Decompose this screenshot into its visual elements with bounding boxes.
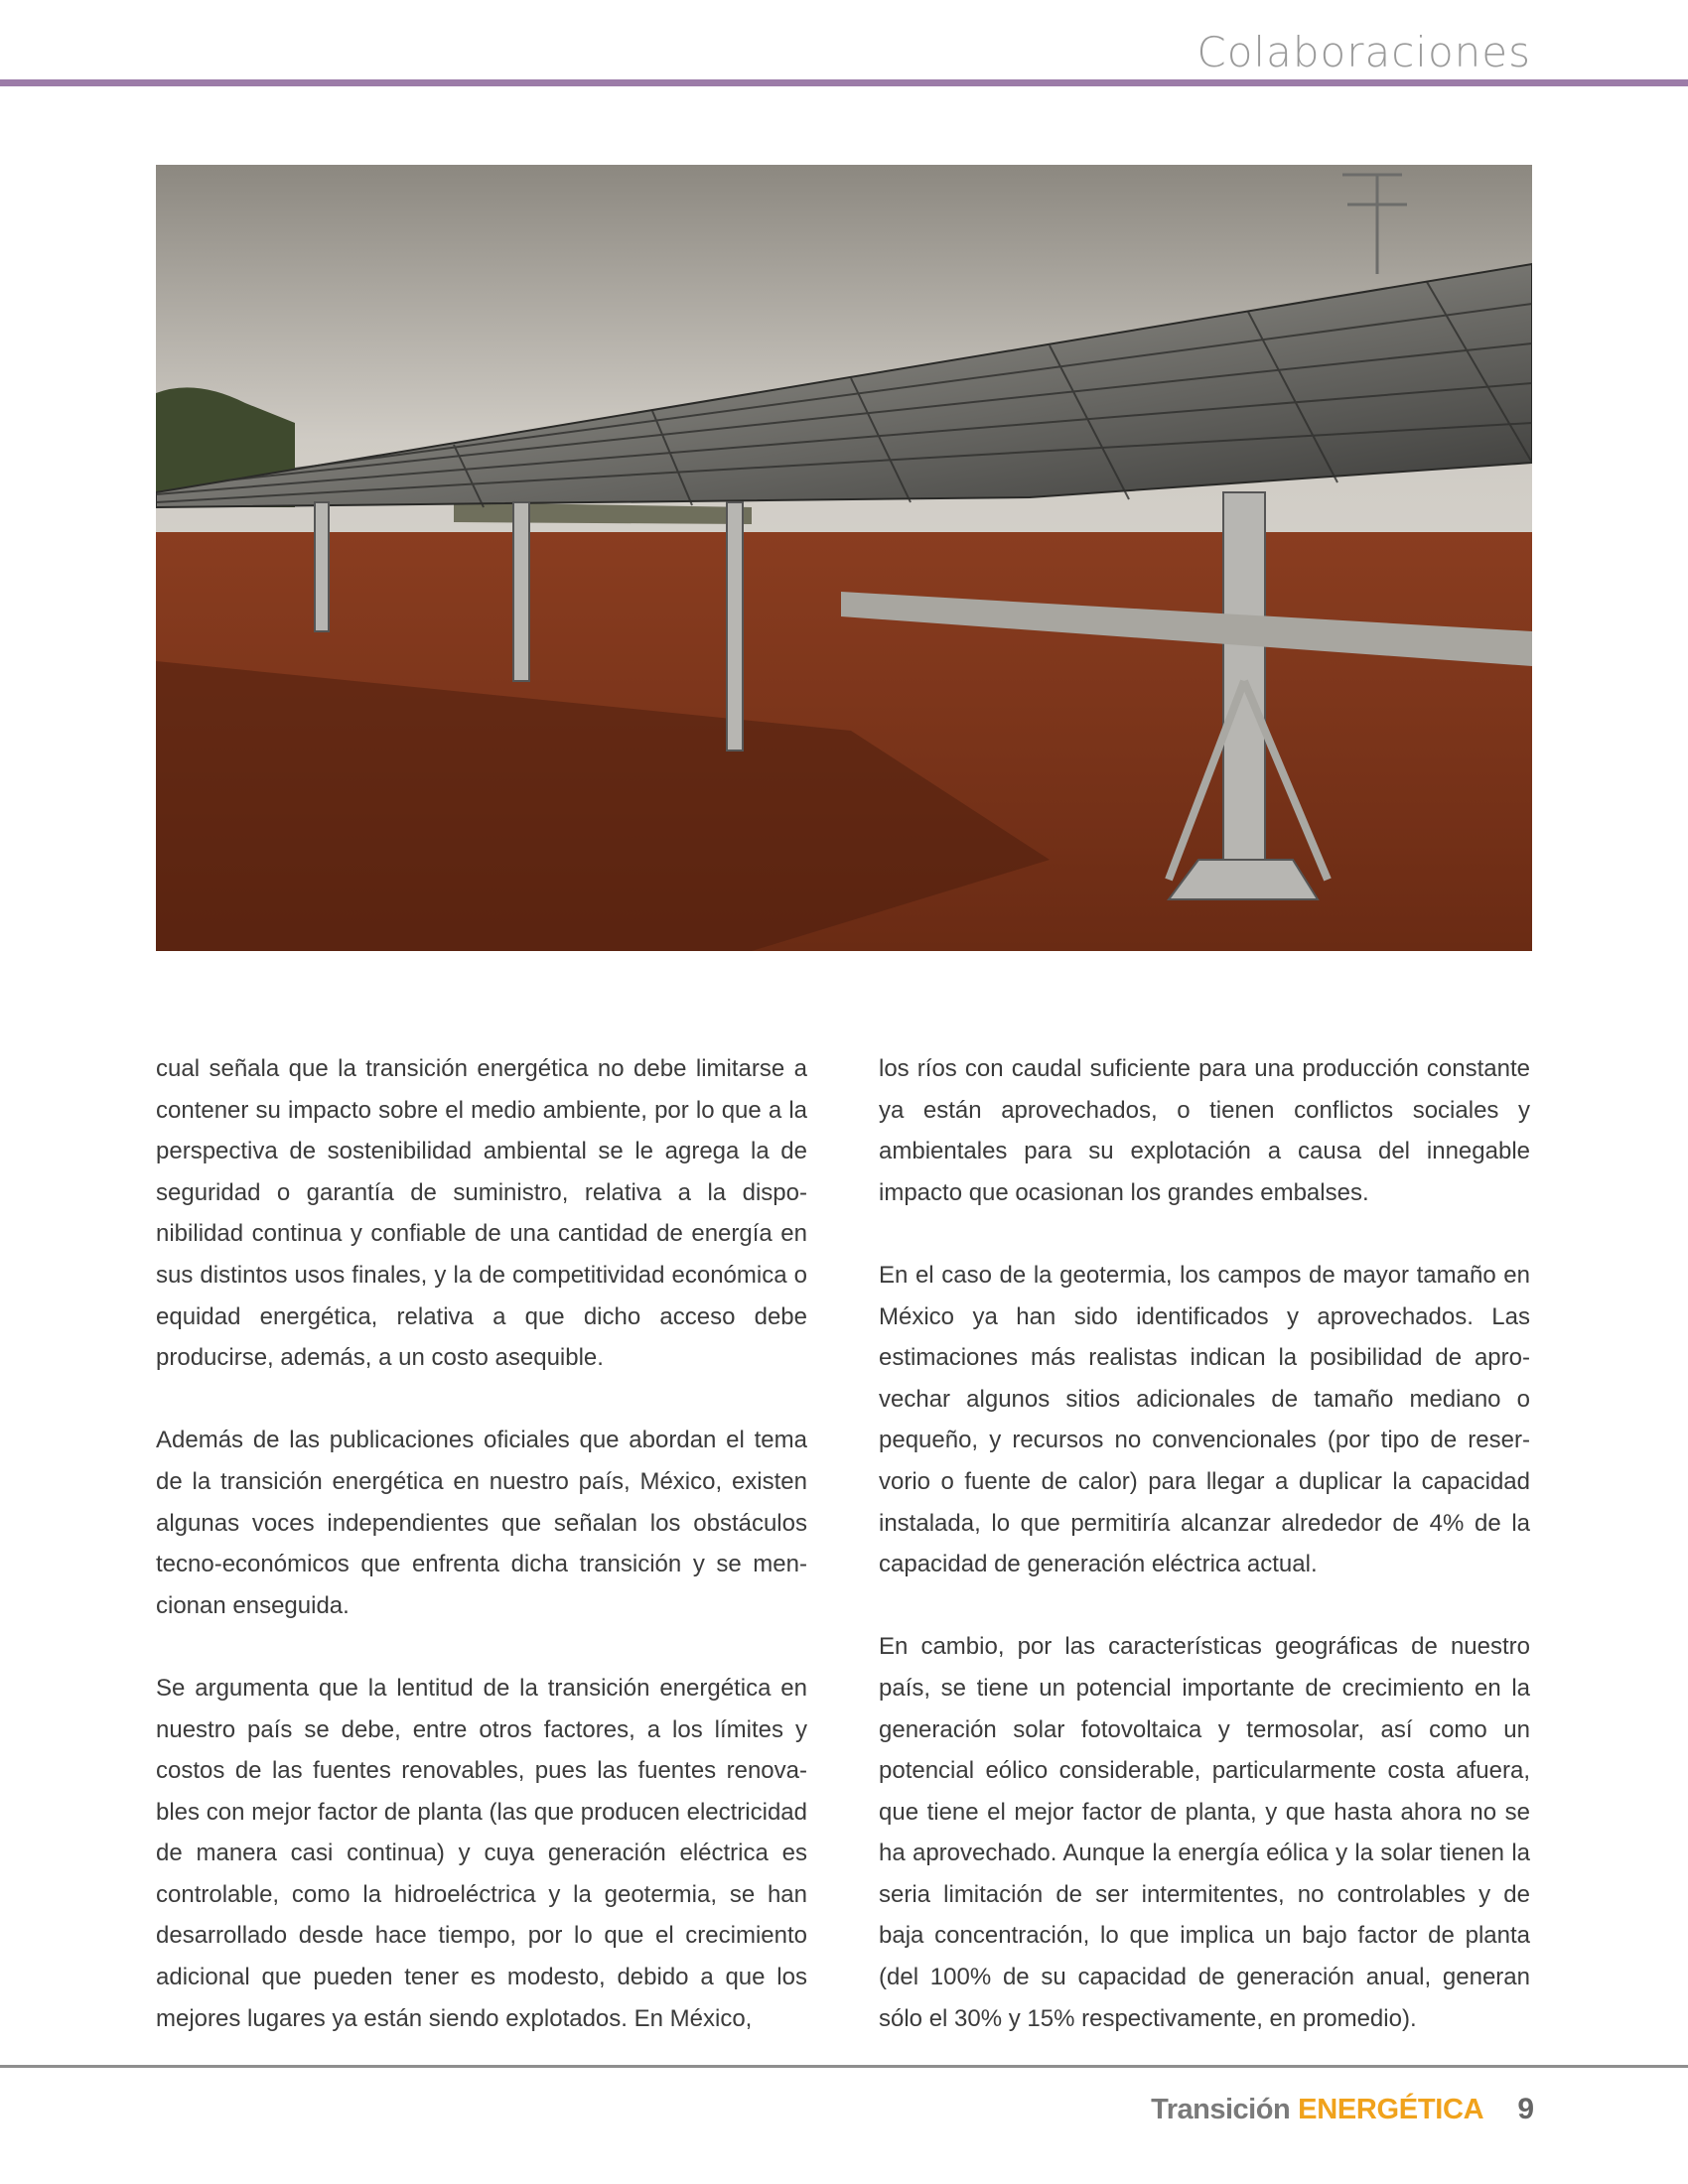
solar-panels-illustration [156,165,1532,951]
paragraph: los ríos con caudal suficiente para una producción constante ya están aprovechados, o tienen conflictos sociales y ambientales para su explotación a causa del innegable impacto que ocasionan los grandes embalses. [879,1055,1530,1206]
paragraph: En cambio, por las características geográficas de nuestro país, se tiene un potencial importante de crecimiento en la generación solar fotovoltaica y termosolar, así como un potencial eólico considerable, particularmente costa afuera, que tiene el mejor factor de planta, y que hasta ahora no se ha aprovechado. Aunque la energía eólica y la solar tienen la seria limitación de ser intermitentes, no controlables y de baja concentración, lo que implica un bajo factor de planta (del 100% de su capacidad de generación anual, generan sólo el 30% y 15% respectivamente, en promedio). [879,1633,1530,2032]
section-title: Colaboraciones [1196,28,1531,76]
text-column-right [879,1048,1530,2081]
paragraph: Se argumenta que la lentitud de la transición energética en nuestro país se debe, entre otros factores, a los límites y costos de las fuentes renovables, pues las fuentes renovables con mejor factor de planta (las que producen electricidad de manera casi continua) y cuya generación eléctrica es controlable, como la hidroeléctrica y la geotermia, se han desarrollado desde hace tiempo, por lo que el crecimiento adicional que pueden tener es modesto, debido a que los mejores lugares ya están siendo explotados. En México, [156,1674,807,2032]
header-rule [0,79,1688,86]
solar-panels-photo [156,165,1532,951]
paragraph: Además de las publicaciones oficiales que abordan el tema de la transición energética en nuestro país, México, existen algunas voces independientes que señalan los obstáculos tecno-económicos que enfrenta dicha transición y se mencionan enseguida. [156,1427,807,1619]
paragraph: cual señala que la transición energética no debe limitarse a contener su impacto sobre el medio ambiente, por lo que a la perspectiva de sostenibilidad ambiental se le agrega la de seguridad o garantía de suministro, relativa a la disponibilidad continua y confiable de una cantidad de energía en sus distintos usos finales, y la de competitividad económica o equidad energética, relativa a que dicho acceso debe producirse, además, a un costo asequible. [156,1055,807,1372]
magazine-name-part1: Transición [1151,2094,1291,2125]
page-number: 9 [1517,2093,1534,2125]
paragraph: En el caso de la geotermia, los campos de mayor tamaño en México ya han sido identificados y aprovechados. Las estimaciones más realistas indican la posibilidad de aprovechar algunos sitios adicionales de tamaño mediano o pequeño, y recursos no convencionales (por tipo de reservorio o fuente de calor) para llegar a duplicar la capacidad instalada, lo que permitiría alcanzar alrededor de 4% de la capacidad de generación eléctrica actual. [879,1261,1530,1578]
footer-rule [0,2065,1688,2068]
magazine-name-part2: ENERGÉTICA [1298,2094,1484,2125]
text-column-left [156,1048,807,2081]
page-footer [1151,2093,1534,2126]
